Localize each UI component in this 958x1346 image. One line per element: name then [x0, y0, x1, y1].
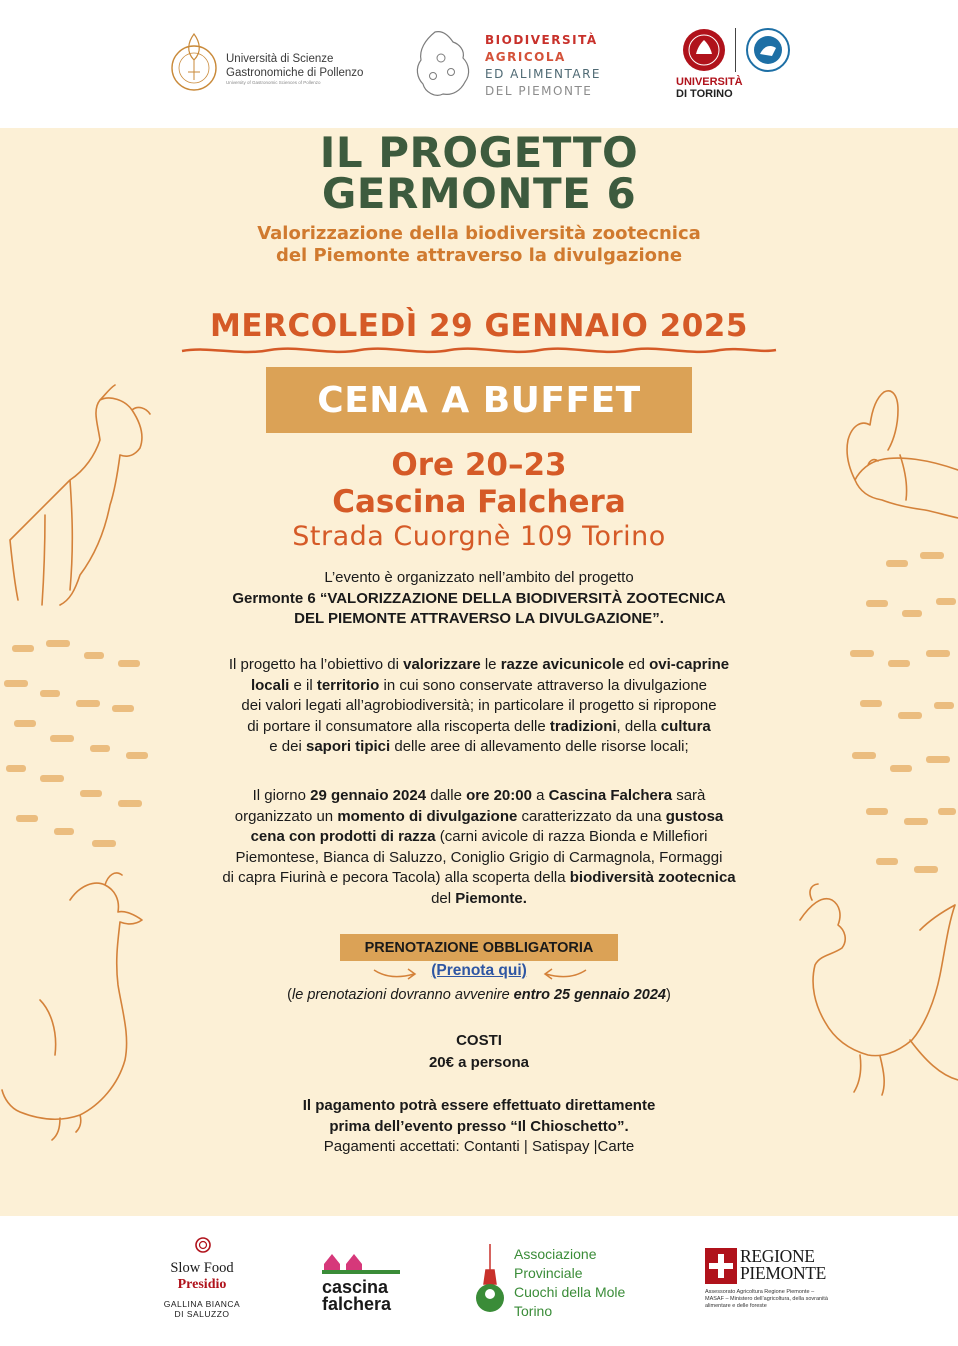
- regione-line1: REGIONE: [740, 1246, 815, 1266]
- payment-section: [160, 1096, 798, 1158]
- cuochi-line2: Provinciale: [514, 1265, 583, 1281]
- biodiversita-line3: ED ALIMENTARE: [485, 67, 602, 81]
- biodiversita-line4: DEL PIEMONTE: [485, 84, 593, 98]
- reservation-label: PRENOTAZIONE OBBLIGATORIA: [340, 934, 618, 961]
- subtitle-line1: Valorizzazione della biodiversità zootecnica: [257, 223, 701, 244]
- regione-piemonte-logo: [705, 1247, 835, 1317]
- houses-icon: [322, 1244, 402, 1276]
- payment-line3: Pagamenti accettati: Contanti | Satispay |Carte: [323, 1138, 635, 1155]
- event-time: Ore 20–23: [391, 447, 567, 483]
- unisg-seal-icon: [168, 28, 220, 104]
- mole-antonelliana-icon: [472, 1244, 508, 1318]
- snail-icon: [194, 1236, 212, 1254]
- slowfood-name: Slow Food: [170, 1260, 234, 1276]
- intro-line1: L’evento è organizzato nell’ambito del progetto: [324, 569, 634, 586]
- intro-paragraph: [160, 568, 798, 630]
- unito-logo: [676, 26, 796, 106]
- regione-shield-icon: [705, 1248, 737, 1284]
- biodiversita-line2: AGRICOLA: [485, 50, 566, 64]
- regione-sub: Assessorato Agricoltura Regione Piemonte – MASAF – Ministero dell’agricoltura, della sovranità alimentare e delle foreste: [705, 1289, 828, 1309]
- slowfood-sub2: DI SALUZZO: [174, 1309, 230, 1319]
- cascina-line2: falchera: [322, 1294, 392, 1314]
- unisg-name-line1: Università di Scienze: [226, 53, 334, 65]
- intro-line2: Germonte 6 “VALORIZZAZIONE DELLA BIODIVERSITÀ ZOOTECNICA: [232, 589, 726, 607]
- cuochi-mole-logo: [470, 1244, 670, 1324]
- details-paragraph: Il giorno 29 gennaio 2024 dalle ore 20:00 a Cascina Falchera sarà organizzato un momento di divulgazione caratterizzato da una gustosa cena con prodotti di razza (carni avicole di razza Bionda e Millefiori Piemontese, Bianca di Saluzzo, Coniglio Grigio di Carmagnola, Formaggi di capra Fiurinà e pecora Tacola) alla scoperta della biodiversità zootecnica del Piemonte.: [222, 787, 736, 907]
- event-date: MERCOLEDÌ 29 GENNAIO 2025: [210, 308, 748, 344]
- regione-line2: PIEMONTE: [740, 1263, 827, 1283]
- slowfood-sub1: GALLINA BIANCA: [163, 1299, 241, 1309]
- piemonte-map-icon: [413, 28, 475, 100]
- biodiversita-line1: BIODIVERSITÀ: [485, 33, 598, 47]
- title-line2: GERMONTE 6: [321, 169, 637, 218]
- event-venue: Cascina Falchera: [332, 484, 626, 520]
- unisg-name-line2: Gastronomiche di Pollenzo: [226, 67, 364, 79]
- buffet-banner: [266, 367, 692, 433]
- payment-line2: prima dell’evento presso “Il Chioschetto”.: [329, 1117, 629, 1135]
- cascina-line1: cascina: [322, 1277, 389, 1297]
- unisg-logo: [168, 28, 368, 108]
- cuochi-line1: Associazione: [514, 1246, 597, 1262]
- unito-divider: [735, 28, 736, 72]
- objective-paragraph: Il progetto ha l’obiettivo di valorizzare le razze avicunicole ed ovi-caprine locali e il territorio in cui sono conservate attraverso la divulgazione dei valori legati all’agrobiodiversità; in particolare il progetto si ripropone di portare il consumatore alla riscoperta delle tradizioni, della cultura e dei sapori tipici delle aree di allevamento delle risorse locali;: [228, 656, 730, 755]
- reservation-note: (le prenotazioni dovranno avvenire entro 25 gennaio 2024): [287, 987, 671, 1003]
- subtitle-line2: del Piemonte attraverso la divulgazione: [275, 245, 683, 266]
- unisg-subline: University of Gastronomic Sciences of Pollenzo: [226, 80, 321, 85]
- date-underline: [180, 344, 778, 358]
- event-address: Strada Cuorgnè 109 Torino: [292, 521, 666, 552]
- cascina-falchera-logo: [322, 1244, 402, 1320]
- title-line1: IL PROGETTO: [319, 128, 639, 177]
- unito-line2: DI TORINO: [676, 88, 733, 100]
- payment-line1: Il pagamento potrà essere effettuato direttamente: [302, 1097, 656, 1114]
- costs-section: [160, 1031, 798, 1073]
- costs-heading: COSTI: [456, 1032, 502, 1049]
- slowfood-logo: [158, 1236, 246, 1328]
- reservation-link[interactable]: (Prenota qui): [431, 962, 527, 979]
- unito-line1: UNIVERSITÀ: [676, 76, 743, 88]
- biodiversita-logo: [413, 28, 613, 108]
- intro-line3: DEL PIEMONTE ATTRAVERSO LA DIVULGAZIONE”.: [294, 610, 664, 627]
- costs-price: 20€ a persona: [428, 1053, 530, 1071]
- department-seal-icon: [746, 28, 790, 72]
- slowfood-presidio: Presidio: [177, 1277, 227, 1292]
- buffet-banner-text: CENA A BUFFET: [317, 379, 641, 421]
- cuochi-line3: Cuochi della Mole: [514, 1284, 626, 1300]
- left-arrow-icon: [542, 966, 588, 982]
- unito-seal-icon: [682, 28, 726, 72]
- cuochi-line4: Torino: [514, 1303, 553, 1319]
